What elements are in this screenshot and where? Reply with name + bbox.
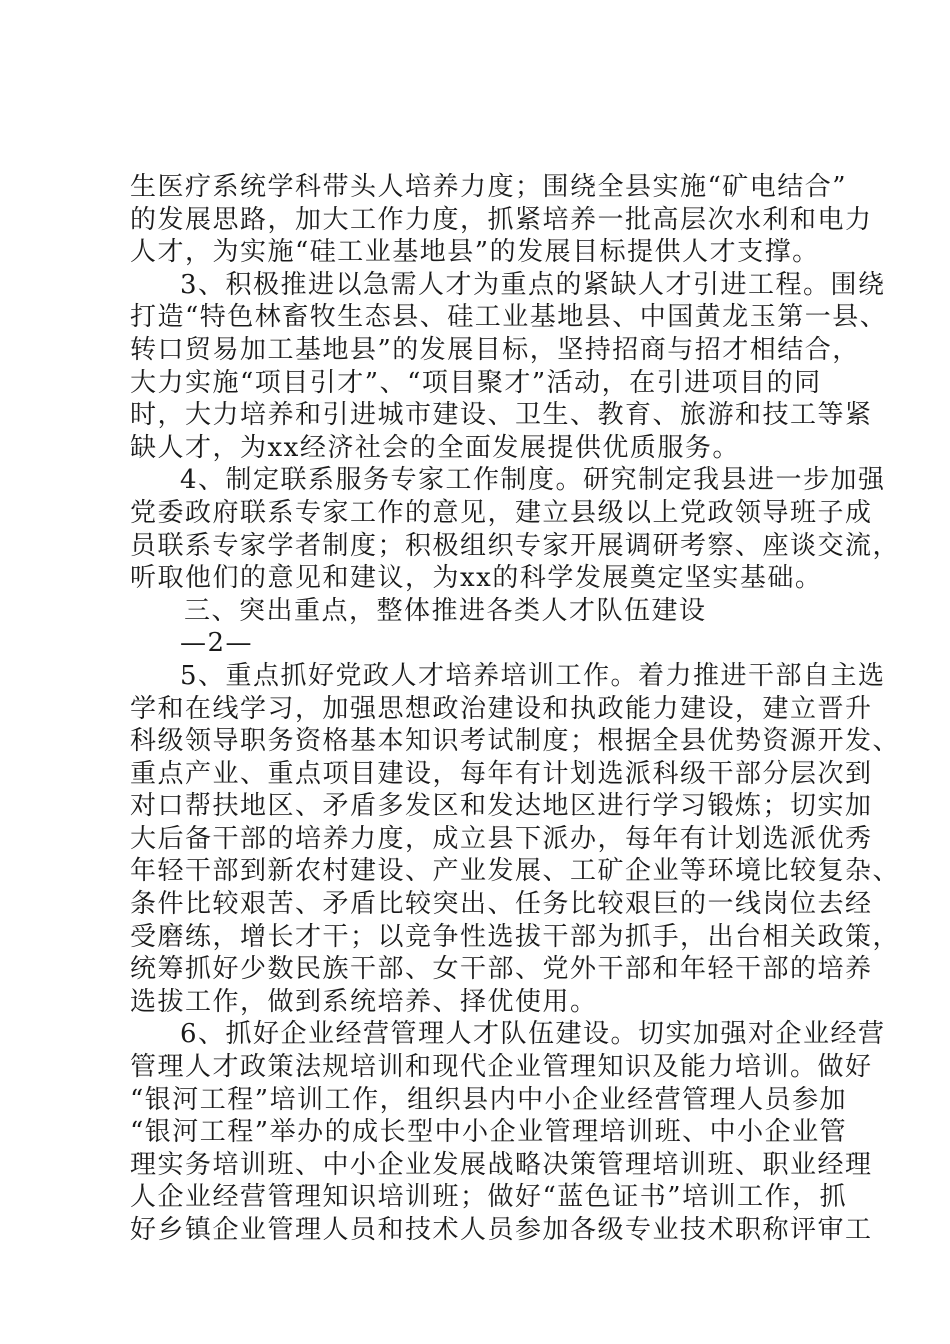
text-line: “银河工程”培训工作，组织县内中小企业经营管理人员参加 [130, 1084, 848, 1115]
text-line: 6、抓好企业经营管理人才队伍建设。切实加强对企业经营 [180, 1019, 886, 1050]
document-body [130, 171, 901, 1247]
text-line: 3、积极推进以急需人才为重点的紧缺人才引进工程。围绕 [180, 269, 886, 300]
text-line: 条件比较艰苦、矛盾比较突出、任务比较艰巨的一线岗位去经 [130, 889, 873, 920]
text-line: 的发展思路，加大工作力度，抓紧培养一批高层次水利和电力 [130, 204, 873, 235]
text-line: 大后备干部的培养力度，成立县下派办，每年有计划选派优秀 [130, 823, 873, 854]
text-line: 好乡镇企业管理人员和技术人员参加各级专业技术职称评审工 [130, 1215, 873, 1245]
text-line: 统筹抓好少数民族干部、女干部、党外干部和年轻干部的培养 [130, 954, 873, 985]
text-line: 对口帮扶地区、矛盾多发区和发达地区进行学习锻炼；切实加 [130, 791, 873, 822]
text-line: 党委政府联系专家工作的意见，建立县级以上党政领导班子成 [130, 497, 873, 528]
text-line: 三、突出重点，整体推进各类人才队伍建设 [184, 595, 707, 626]
text-line: 科级领导职务资格基本知识考试制度；根据全县优势资源开发、 [130, 726, 901, 757]
text-line: 转口贸易加工基地县”的发展目标，坚持招商与招才相结合， [130, 334, 860, 365]
text-line: “银河工程”举办的成长型中小企业管理培训班、中小企业管 [130, 1117, 848, 1148]
text-line: 管理人才政策法规培训和现代企业管理知识及能力培训。做好 [130, 1052, 873, 1083]
text-line: 打造“特色林畜牧生态县、硅工业基地县、中国黄龙玉第一县、 [130, 302, 888, 333]
text-line: 4、制定联系服务专家工作制度。研究制定我县进一步加强 [180, 465, 886, 496]
text-line: 年轻干部到新农村建设、产业发展、工矿企业等环境比较复杂、 [130, 856, 901, 887]
text-line: 生医疗系统学科带头人培养力度；围绕全县实施“矿电结合” [130, 172, 848, 202]
text-line: 听取他们的意见和建议，为xx的科学发展奠定坚实基础。 [130, 563, 823, 594]
text-line: —2— [180, 628, 254, 659]
text-line: 重点产业、重点项目建设，每年有计划选派科级干部分层次到 [130, 758, 873, 789]
text-line: 缺人才，为xx经济社会的全面发展提供优质服务。 [130, 432, 740, 463]
text-line: 选拔工作，做到系统培养、择优使用。 [130, 986, 598, 1017]
text-line: 5、重点抓好党政人才培养培训工作。着力推进干部自主选 [180, 660, 886, 691]
text-line: 人才，为实施“硅工业基地县”的发展目标提供人才支撑。 [130, 237, 820, 268]
text-line: 大力实施“项目引才”、“项目聚才”活动，在引进项目的同 [130, 367, 822, 398]
text-line: 人企业经营管理知识培训班；做好“蓝色证书”培训工作，抓 [130, 1182, 848, 1213]
text-line: 时，大力培养和引进城市建设、卫生、教育、旅游和技工等紧 [130, 400, 873, 431]
text-line: 学和在线学习，加强思想政治建设和执政能力建设，建立晋升 [130, 693, 873, 724]
text-line: 理实务培训班、中小企业发展战略决策管理培训班、职业经理 [130, 1149, 873, 1180]
text-line: 员联系专家学者制度；积极组织专家开展调研考察、座谈交流， [130, 530, 901, 561]
text-line: 受磨练，增长才干；以竞争性选拔干部为抓手，出台相关政策， [130, 921, 901, 952]
